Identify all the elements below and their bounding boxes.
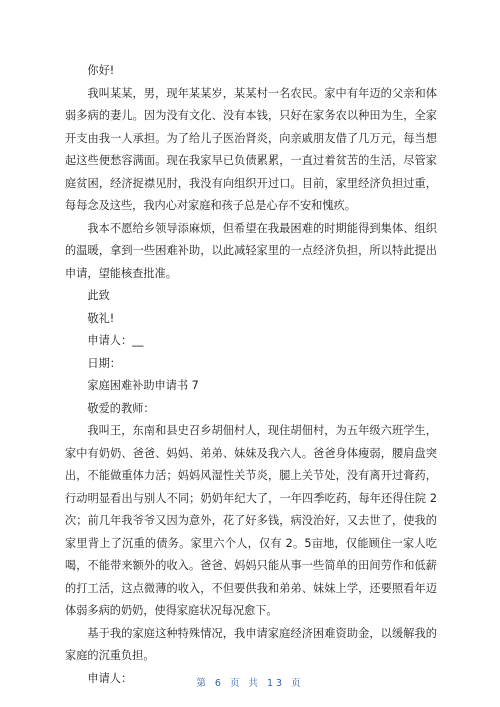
closing-cizhi: 此致: [87, 289, 110, 302]
request-paragraph: 我本不愿给乡领导添麻烦，但希望在我最困难的时期能得到集体、组织的温暖，拿到一些困难补助，以此减轻家里的一点经济负担，所以特此提出申请，望能核查批准。: [65, 221, 437, 280]
basis-paragraph: 基于我的家庭这种特殊情况，我申请家庭经济困难资助金，以缓解我的家庭的沉重负担。: [65, 626, 437, 662]
section-title: 家庭困难补助申请书 7: [87, 379, 199, 392]
date-line: 日期：: [87, 356, 121, 370]
document-body: [65, 60, 437, 690]
family-paragraph: 我叫王，东南和县史召乡胡佃村人，现住胡佃村，为五年级六班学生，家中有奶奶、爸爸、妈妈、弟弟、妹妹及我六人。爸爸身体瘦弱，腰肩盘突出，不能做重体力活；妈妈风湿性关节炎，腿上关节处，没有离开过膏药，行动明显看出与别人不同；奶奶年纪大了，一年四季吃药，每年还得住院 2次；前几年我爷爷又因为意外，花了好多钱，病没治好，又去世了，使我的家里背上了沉重的债务。家里六个人，仅有 2。5亩地，仅能顾住一家人吃喝，不能带来额外的收入。爸爸、妈妈只能从事一些简单的田间劳作和低薪的打工活，这点微薄的收入，不但要供我和弟弟、妹妹上学，还要照看年迈体弱多病的奶奶，使得家庭状况每况愈下。: [65, 424, 437, 617]
page-number-footer: 第 6 页 共 13 页: [196, 678, 304, 689]
closing-jingli: 敬礼!: [87, 311, 115, 325]
applicant-line-2: 申请人：: [87, 671, 133, 685]
applicant-line: 申请人：__: [87, 334, 144, 347]
intro-paragraph: 我叫某某，男，现年某某岁，某某村一名农民。家中有年迈的父亲和体弱多病的妻儿。因为没有文化、没有本钱，只好在家务农以种田为生，全家开支由我一人承担。为了给儿子医治肾炎，向亲戚朋友借了几万元，每当想起这些便愁容满面。现在我家早已负债累累，一直过着贫苦的生活，尽管家庭贫困，经济捉襟见肘，我没有向组织开过口。目前，家里经济负担过重，每每念及这些，我内心对家庭和孩子总是心存不安和愧疚。: [65, 86, 437, 212]
greeting-line: 你好!: [87, 64, 115, 77]
salutation-line: 敬爱的教师：: [87, 401, 155, 415]
